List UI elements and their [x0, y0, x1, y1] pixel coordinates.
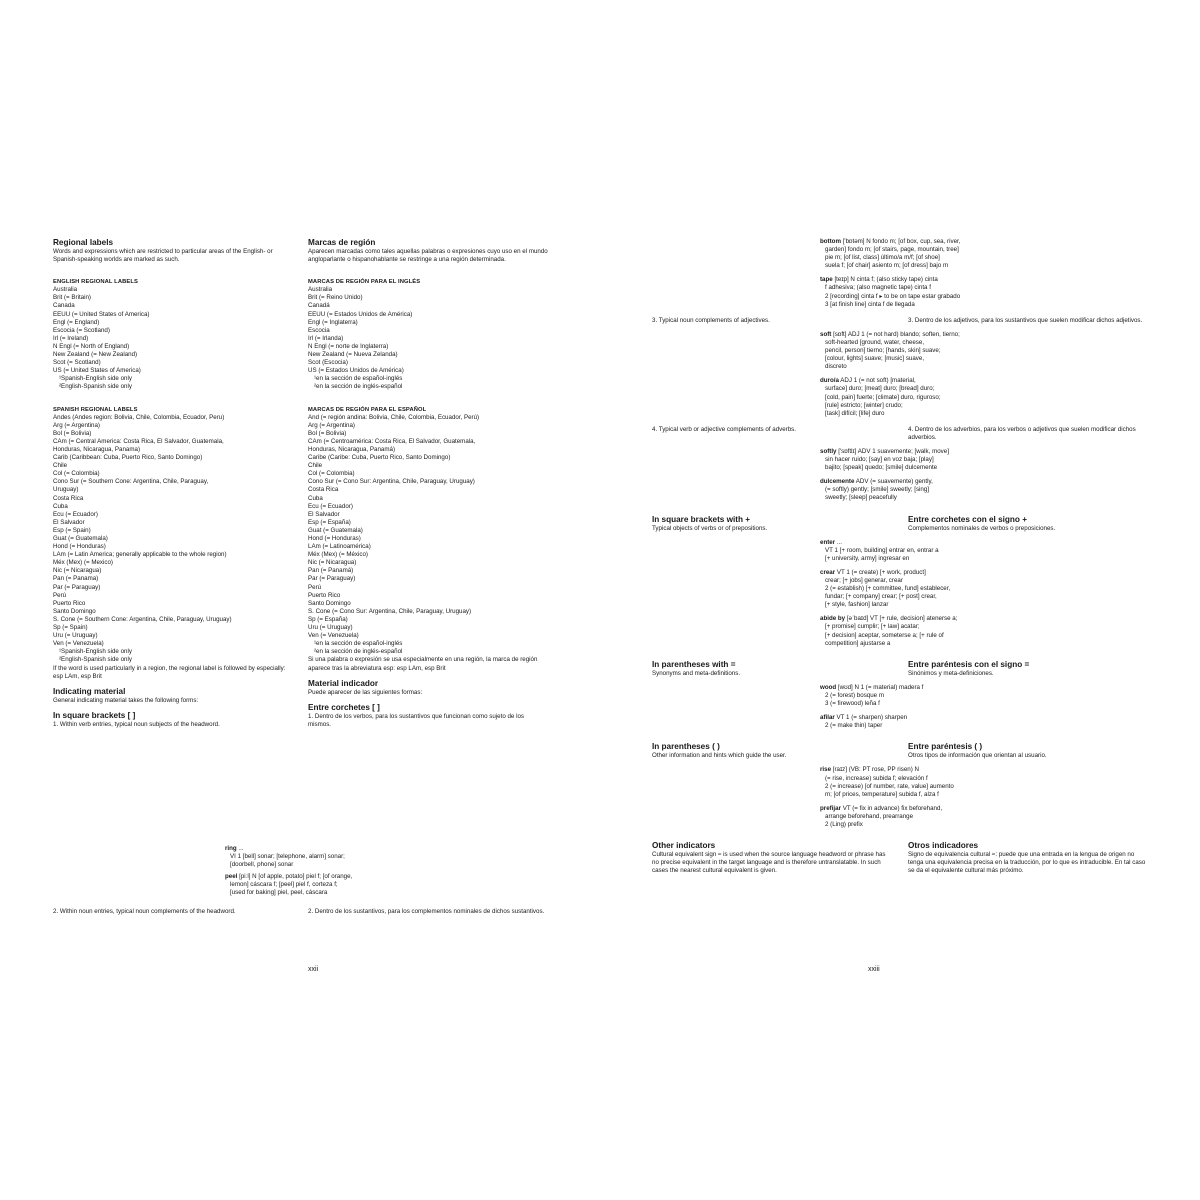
section [652, 841, 1152, 875]
regional-label: New Zealand (= New Zealand) [53, 351, 138, 359]
regional-label: Perú [308, 583, 322, 591]
section-heading-es: Entre paréntesis con el signo = [908, 659, 1030, 669]
regional-label: Méx (Mex) (= México) [308, 551, 368, 559]
subsection-heading: MARCAS DE REGIÓN PARA EL INGLÉS [308, 279, 421, 286]
entry-text: ['bɒtəm] N fondo m; [of box, cup, sea, river, [840, 238, 961, 245]
subsection-heading: MARCAS DE REGIÓN PARA EL ESPAÑOL [308, 406, 427, 413]
regional-label: Esp (= Spain) [53, 526, 91, 534]
footnote-label: ²en la sección de inglés-español [314, 648, 403, 656]
entry-line: bajito; [speak] quedo; [smile] dulcemente [825, 464, 938, 472]
regional-label: Chile [308, 462, 323, 470]
entry-line [820, 539, 995, 547]
regional-label: Sp (= Spain) [53, 624, 88, 632]
regional-label: Caribe (Caribe: Cuba, Puerto Rico, Santo Domingo) [308, 454, 451, 462]
page-number-left: xxii [308, 966, 319, 973]
entry-line: [+ promise] cumplir; [+ law] acatar; [825, 623, 920, 631]
entry-text: ['sɒftlɪ] ADV 1 suavemente; [walk, move] [836, 447, 949, 455]
entry-line: [task] difícil; [life] duro [825, 409, 885, 417]
dictionary-entry [820, 615, 995, 647]
regional-label: Ecu (= Ecuador) [308, 502, 353, 510]
entry-line: sin hacer ruido; [say] en voz baja; [play] [825, 456, 934, 464]
entry-line: 2 [recording] cinta f ▸ to be on tape estar grabado [825, 292, 961, 300]
section-heading-en: In parentheses with = [652, 659, 736, 669]
regional-label: US (= Estados Unidos de América) [308, 367, 404, 375]
section-english [652, 742, 892, 760]
regional-label: Santo Domingo [53, 607, 96, 615]
section-desc-es: Complementos nominales de verbos o preposiciones. [908, 524, 1056, 532]
entry-headword: abide by [820, 615, 846, 623]
footnote-label: ¹en la sección de español-inglés [314, 375, 403, 383]
entry-line: pencil, person] tierno; [hands, skin] suave; [825, 347, 941, 355]
regional-label: And (= región andina: Bolivia, Chile, Colombia, Ecuador, Perú) [308, 413, 480, 421]
regional-label: Ven (= Venezuela) [308, 632, 359, 640]
section-heading-es: Entre corchetes con el signo + [908, 514, 1027, 524]
regional-label: Engl (= Inglaterra) [308, 318, 358, 326]
entry-line: lemon] cáscara f; [peel] piel f, corteza f; [230, 881, 338, 889]
regional-label: El Salvador [53, 518, 85, 526]
paragraph: 1. Within verb entries, typical noun subjects of the headword. [53, 720, 220, 728]
regional-label: LAm (= Latinoamérica) [308, 543, 371, 551]
entry-line [225, 845, 352, 853]
entry-line: [+ style, fashion] lanzar [825, 601, 889, 609]
entry-line: crear; [+ jobs] generar, crear [825, 577, 903, 584]
regional-label: Pan (= Panama) [53, 575, 99, 583]
regional-label: Canadá [308, 302, 330, 310]
regional-label: Guat (= Guatemala) [308, 526, 363, 534]
regional-label: Méx (Mex) (= Mexico) [53, 559, 113, 567]
regional-label: US (= United States of America) [53, 367, 141, 375]
dictionary-entry [820, 238, 995, 270]
entry-text: [raɪz] (VB: PT rose, PP risen) N [831, 766, 919, 774]
entry-line: 2 (= establish) [+ committee, fund] establecer, [825, 585, 951, 593]
entry-text: VT 1 (= create) [+ work, product] [835, 568, 926, 576]
regional-label: CAm (= Central America: Costa Rica, El Salvador, Guatemala, [53, 437, 224, 445]
entry-line: suela f; [of chair] asiento m; [of dress] bajo m [825, 262, 949, 270]
entry-line [820, 276, 995, 284]
regional-label: Cono Sur (= Southern Cone: Argentina, Chile, Paraguay, [53, 478, 209, 486]
entry-line [820, 377, 995, 385]
regional-label: Andes (Andes region: Bolivia, Chile, Colombia, Ecuador, Peru) [53, 413, 225, 421]
section-desc-en: Other information and hints which guide the user. [652, 752, 787, 760]
section-heading-es: Entre paréntesis ( ) [908, 742, 983, 752]
regional-label: Arg (= Argentina) [308, 421, 355, 429]
entry-line: 2 (= make thin) taper [825, 722, 883, 730]
section-spanish [908, 660, 1148, 678]
regional-label: Esp (= España) [308, 518, 351, 526]
entry-headword: softly [820, 447, 837, 455]
example-entries [225, 845, 352, 902]
section-desc-en: Typical objects of verbs or of prepositions. [652, 524, 768, 532]
entry-text: [piːl] N [of apple, potato] piel f; [of orange, [237, 873, 353, 881]
entry-text: [əˈbaɪd] VT [+ rule, decision] atenerse a; [845, 615, 958, 623]
regional-label: LAm (= Latin America; generally applicable to the whole region) [53, 551, 227, 559]
footnote-label: ²en la sección de inglés-español [314, 383, 403, 391]
paragraph: If the word is used particularly in a region, the regional label is followed by especially: esp LAm, esp Brit [53, 664, 286, 680]
entry-headword: rise [820, 766, 832, 774]
regional-label: Irl (= Ireland) [53, 334, 89, 342]
note-english: 3. Typical noun complements of adjectives. [652, 316, 770, 324]
footnote-label: ¹Spanish-English side only [59, 375, 132, 383]
regional-label: EEUU (= Estados Unidos de América) [308, 310, 413, 318]
entry-headword: crear [820, 568, 836, 576]
entry-line: soft-hearted [ground, water, cheese, [825, 338, 925, 346]
regional-label: Arg (= Argentina) [53, 421, 100, 429]
section-desc-en: Cultural equivalent sign ≈ is used when the source language headword or phrase has no precise equivalent in the target language and is therefore untranslatable. In such cases the nearest cultural equivalent is given. [652, 851, 886, 875]
entry-line: surface] duro; [meat] duro; [bread] duro; [825, 385, 935, 393]
entry-line [820, 448, 995, 456]
regional-label: Carib (Caribbean: Cuba, Puerto Rico, Santo Domingo) [53, 454, 203, 462]
footnote-label: ¹en la sección de español-inglés [314, 640, 403, 648]
regional-label: Scot (= Scotland) [53, 359, 101, 367]
regional-label: S. Cone (= Cono Sur: Argentina, Chile, Paraguay, Uruguay) [308, 607, 472, 615]
regional-label: Bol (= Bolivia) [308, 429, 347, 437]
section [652, 660, 1152, 678]
footnote-label: ¹Spanish-English side only [59, 648, 132, 656]
entry-line [820, 714, 995, 722]
section-spanish [908, 742, 1148, 760]
entry-text: [teɪp] N cinta f; (also sticky tape) cinta [832, 276, 938, 284]
entry-line: [used for baking] piel, peel, cáscara [230, 889, 328, 897]
dictionary-entry [820, 276, 995, 308]
noun-complement-note-es: 2. Dentro de los sustantivos, para los complementos nominales de dichos sustantivos. [308, 908, 545, 915]
note-english: 4. Typical verb or adjective complements of adverbs. [652, 425, 796, 433]
entry-text: [sɒft] ADJ 1 (= not hard) blando; soften, tierno; [831, 330, 960, 338]
dictionary-entry [820, 805, 995, 829]
regional-label: Cuba [308, 494, 323, 502]
entry-line [820, 569, 995, 577]
entry-line: (= softly) gently; [smile] sweetly; [sing] [825, 486, 930, 494]
entry-headword: soft [820, 330, 832, 338]
entry-line [820, 478, 995, 486]
entry-line [820, 805, 995, 813]
dictionary-entry [820, 569, 995, 609]
section-heading: Material indicador [308, 678, 379, 688]
note-spanish: 4. Dentro de los adverbios, para los verbos o adjetivos que suelen modificar dichos adverbios. [908, 425, 1136, 441]
entry-line: 3 (= firewood) leña f [825, 700, 880, 708]
entry-text: ADJ 1 (= not soft) [material, [838, 377, 916, 385]
regional-label: Ven (= Venezuela) [53, 640, 104, 648]
regional-label: Uru (= Uruguay) [53, 632, 98, 640]
regional-label: Pan (= Panamá) [308, 567, 354, 575]
entry-line: sweetly; [sleep] peacefully [825, 494, 897, 502]
entry-headword: wood [820, 683, 837, 691]
entry-headword: bottom [820, 238, 841, 245]
entry-text: ... [835, 538, 843, 546]
footnote-label: ²English-Spanish side only [59, 656, 132, 664]
entry-line: competition] ajustarse a [825, 639, 891, 647]
regional-label: Hond (= Honduras) [308, 535, 361, 542]
footnote-label: ²English-Spanish side only [59, 383, 132, 391]
section [652, 742, 1152, 760]
paragraph: General indicating material takes the following forms: [53, 696, 199, 704]
regional-label: Ecu (= Ecuador) [53, 510, 98, 518]
entry-headword: enter [820, 538, 836, 546]
entry-line: discreto [825, 363, 847, 371]
regional-label: Col (= Colombia) [308, 470, 355, 478]
paragraph: Aparecen marcadas como tales aquellas palabras o expresiones cuyo uso en el mundo angloparlante o hispanohablante se restringe a una región determinada. [308, 248, 548, 264]
regional-label: Uruguay) [53, 486, 79, 494]
entry-line: 2 (= forest) bosque m [825, 691, 884, 699]
example-entry [225, 845, 352, 869]
regional-label: Honduras, Nicaragua, Panamá) [308, 445, 396, 453]
entry-line: [+ decision] aceptar, someterse a; [+ rule of [825, 631, 944, 639]
entry-line: [rule] estricto; [winter] crudo; [825, 401, 903, 409]
regional-label: Par (= Paraguay) [308, 575, 356, 583]
example-entry [225, 873, 352, 897]
section-heading: Entre corchetes [ ] [308, 702, 380, 712]
regional-label: Hond (= Honduras) [53, 543, 106, 551]
entry-text: ... [236, 845, 244, 852]
entry-headword: afilar [820, 714, 835, 722]
section-desc-en: Synonyms and meta-definitions. [652, 669, 741, 677]
entry-headword: dulcemente [820, 478, 855, 486]
regional-label: Costa Rica [53, 494, 84, 502]
page-number-right: xxiii [868, 966, 880, 973]
entry-line: VI 1 [bell] sonar; [telephone, alarm] sonar; [230, 853, 345, 861]
entry-headword: duro/a [820, 377, 839, 385]
regional-label: Scot (Escocia) [308, 359, 348, 367]
entry-line: f adhesiva; (also magnetic tape) cinta f [825, 284, 931, 292]
usage-note [652, 426, 1152, 442]
regional-label: Sp (= España) [308, 615, 348, 623]
regional-label: Nic (= Nicaragua) [308, 559, 357, 567]
section-heading-en: Other indicators [652, 841, 716, 851]
noun-complement-note-en: 2. Within noun entries, typical noun complements of the headword. [53, 908, 236, 915]
regional-label: Nic (= Nicaragua) [53, 567, 102, 575]
entry-line: garden] fondo m; [of stairs, page, mountain, tree] [825, 246, 959, 254]
dictionary-entry [820, 331, 995, 371]
usage-note [652, 317, 1152, 325]
regional-label: Puerto Rico [53, 599, 86, 607]
section [652, 515, 1152, 533]
entry-headword: peel [225, 873, 238, 881]
regional-label: N Engl (= norte de Inglaterra) [308, 342, 389, 350]
regional-label: EEUU (= United States of America) [53, 310, 150, 318]
right-page-content [652, 232, 1152, 875]
entry-line [225, 873, 352, 881]
regional-label: Santo Domingo [308, 599, 351, 607]
entry-line [820, 331, 995, 339]
section-desc-es: Signo de equivalencia cultural ≈: puede que una entrada en la lengua de origen no tenga una equivalencia precisa en la traducción, por lo que es intraducible. En tal caso se da el equivalente cultural más próximo. [908, 851, 1146, 875]
regional-label: Brit (= Britain) [53, 294, 91, 302]
entry-line: VT 1 [+ room, building] entrar en, entrar a [825, 546, 939, 554]
note-spanish: 3. Dentro de los adjetivos, para los sustantivos que suelen modificar dichos adjetivos. [908, 316, 1143, 324]
regional-label: Col (= Colombia) [53, 470, 100, 478]
entry-headword: prefijar [820, 804, 841, 812]
dictionary-entry [820, 539, 995, 563]
section-heading-en: In parentheses ( ) [652, 742, 720, 752]
entry-headword: ring [225, 845, 237, 852]
regional-label: Escocia [308, 326, 330, 334]
regional-label: Costa Rica [308, 486, 339, 494]
regional-label: Bol (= Bolivia) [53, 429, 92, 437]
entry-line: [cold, pain] fuerte; [climate] duro, riguroso; [825, 393, 941, 401]
section-english [652, 515, 892, 533]
regional-label: Puerto Rico [308, 591, 341, 599]
paragraph: 1. Dentro de los verbos, para los sustantivos que funcionan como sujeto de los mismos. [308, 712, 525, 728]
dictionary-entry [820, 766, 995, 798]
section-english [652, 841, 892, 875]
entry-text: VT (= fix in advance) fix beforehand, [840, 804, 943, 812]
regional-label: Chile [53, 462, 68, 470]
entry-text: ADV (= suavemente) gently, [854, 478, 933, 486]
entry-line [820, 766, 995, 774]
dictionary-entry [820, 684, 995, 708]
section-spanish [908, 515, 1148, 533]
regional-label: Canada [53, 302, 75, 310]
regional-label: Escocia (= Scotland) [53, 326, 110, 334]
subsection-heading: ENGLISH REGIONAL LABELS [53, 279, 138, 286]
entry-line: 2 (= increase) [of number, rate, value] aumento [825, 782, 954, 790]
paragraph: Words and expressions which are restricted to particular areas of the English- or Spanish-speaking worlds are marked as such. [53, 248, 273, 264]
entry-text: [wʊd] N 1 (= material) madera f [836, 683, 924, 691]
entry-line: pie m; [of list, class] último/a m/f; [of shoe] [825, 254, 940, 262]
regional-label: S. Cone (= Southern Cone: Argentina, Chile, Paraguay, Uruguay) [53, 615, 232, 623]
regional-label: Cuba [53, 502, 68, 510]
regional-label: El Salvador [308, 510, 340, 518]
left-page-english-column [53, 232, 293, 729]
entry-line: [doorbell, phone] sonar [230, 861, 294, 869]
regional-label: Cono Sur (= Cono Sur: Argentina, Chile, Paraguay, Uruguay) [308, 478, 475, 486]
entry-headword: tape [820, 276, 833, 284]
section-spanish [908, 841, 1148, 875]
entry-line [820, 615, 995, 623]
regional-label: Guat (= Guatemala) [53, 535, 108, 542]
dictionary-entry [820, 377, 995, 417]
section-heading: Indicating material [53, 686, 126, 696]
paragraph: Si una palabra o expresión se usa especialmente en una región, la marca de región aparece tras la abreviatura esp: esp LAm, esp Brit [308, 656, 538, 672]
entry-line [820, 684, 995, 692]
regional-label: Australia [308, 286, 333, 294]
section-heading: Marcas de región [308, 238, 376, 247]
entry-line: arrange beforehand, prearrange [825, 812, 914, 820]
entry-line: (= rise, increase) subida f; elevación f [825, 774, 928, 782]
entry-line: 2 (Ling) prefix [825, 820, 863, 828]
regional-label: Engl (= England) [53, 318, 100, 326]
section-heading-es: Otros indicadores [908, 841, 979, 851]
regional-label: Honduras, Nicaragua, Panama) [53, 445, 141, 453]
paragraph: Puede aparecer de las siguientes formas: [308, 688, 423, 696]
entry-line: [colour, lights] suave; [music] suave, [825, 355, 925, 363]
section-heading: Regional labels [53, 238, 114, 247]
left-page-spanish-column [308, 232, 548, 729]
section-heading-en: In square brackets with + [652, 514, 751, 524]
section-english [652, 660, 892, 678]
regional-label: Brit (= Reino Unido) [308, 294, 363, 302]
regional-label: Uru (= Uruguay) [308, 624, 353, 632]
entry-line: fundar; [+ company] crear; [+ post] crear, [825, 593, 937, 601]
entry-line: [+ university, army] ingresar en [825, 554, 910, 562]
dictionary-entry [820, 714, 995, 730]
entry-text: VT 1 (= sharpen) sharpen [834, 714, 908, 722]
section-desc-es: Otros tipos de información que orientan al usuario. [908, 752, 1047, 760]
subsection-heading: SPANISH REGIONAL LABELS [53, 406, 138, 413]
regional-label: Perú [53, 591, 67, 599]
regional-label: Irl (= Irlanda) [308, 334, 344, 342]
regional-label: Par (= Paraguay) [53, 583, 101, 591]
regional-label: Australia [53, 286, 78, 294]
entry-line: m; [of prices, temperature] subida f, alza f [825, 790, 939, 798]
entry-line [820, 238, 995, 246]
section-desc-es: Sinónimos y meta-definiciones. [908, 669, 994, 677]
dictionary-entry [820, 478, 995, 502]
regional-label: New Zealand (= Nueva Zelanda) [308, 351, 398, 359]
regional-label: CAm (= Centroamérica: Costa Rica, El Salvador, Guatemala, [308, 437, 476, 445]
section-heading: In square brackets [ ] [53, 710, 136, 720]
entry-line: 3 [at finish line] cinta f de llegada [825, 300, 915, 308]
dictionary-entry [820, 448, 995, 472]
regional-label: N Engl (= North of England) [53, 342, 130, 350]
